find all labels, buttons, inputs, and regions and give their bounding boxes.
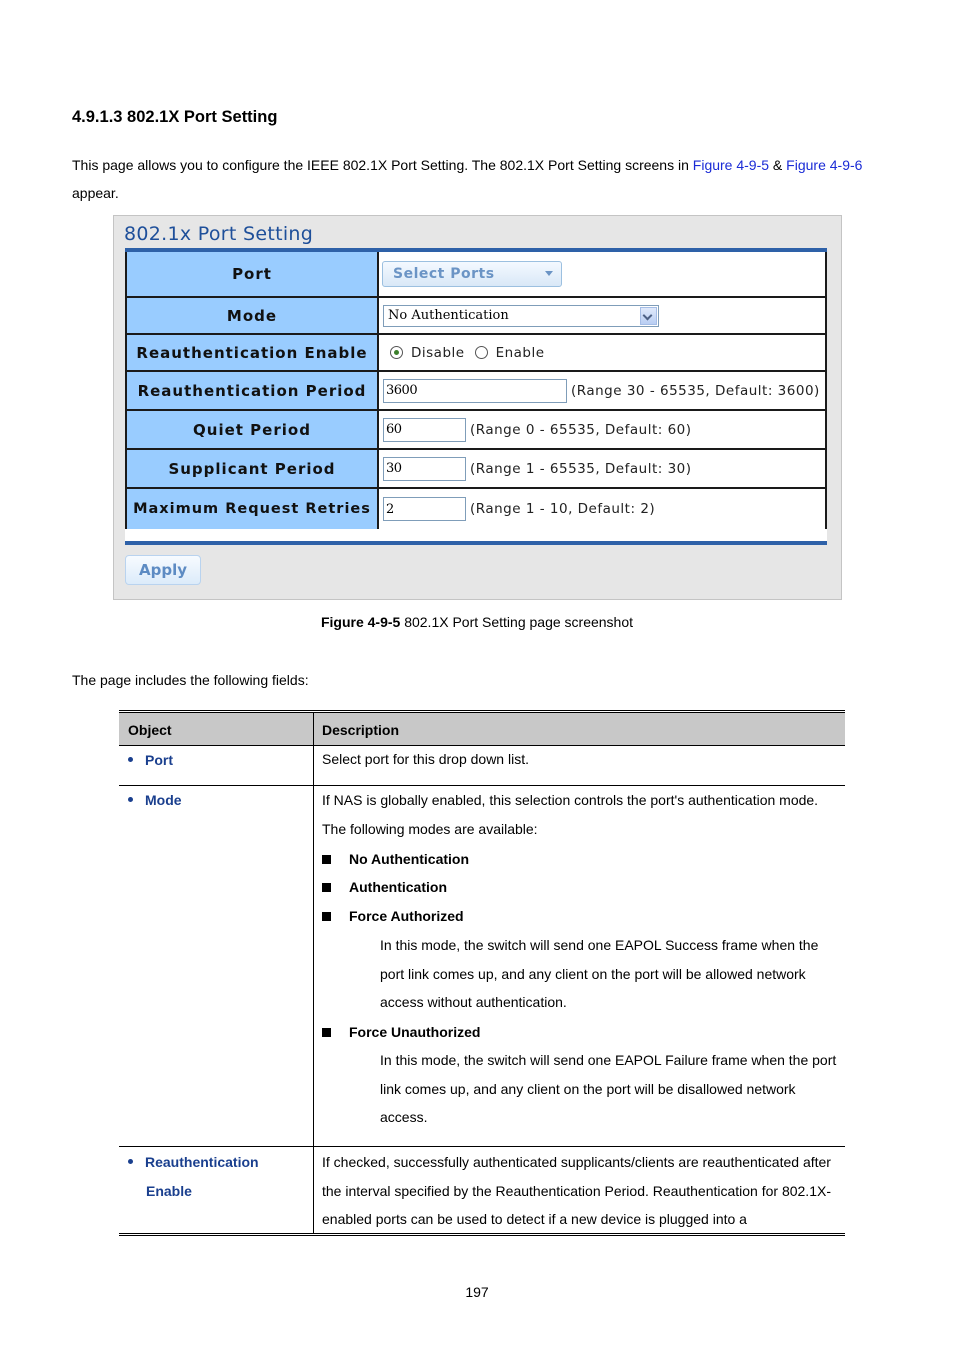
mode-item-label: Force Unauthorized	[349, 1024, 481, 1040]
header-object: Object	[128, 722, 172, 738]
supplicant-period-label: Supplicant Period	[125, 450, 379, 487]
reauth-period-value-cell	[378, 372, 827, 409]
fields-intro: The page includes the following fields:	[72, 672, 309, 688]
description-mode-line2: The following modes are available:	[322, 821, 538, 837]
row-reauth-enable	[125, 335, 827, 372]
caption-text: 802.1X Port Setting page screenshot	[400, 614, 634, 630]
reauth-disable-radio[interactable]	[390, 346, 403, 359]
reauth-disable-option[interactable]	[390, 345, 465, 361]
object-reauth-line2: Enable	[146, 1183, 192, 1199]
description-reauth-enable: If checked, successfully authenticated supplicants/clients are reauthenticated after the interval specified by the Reauthentication Period. Reauthentication for 802.1X-enabled ports can be used to detect if a new device is plugged into a	[322, 1154, 831, 1227]
quiet-period-input[interactable]: 60	[383, 418, 466, 442]
mode-item-label: Authentication	[349, 879, 447, 895]
reauth-period-input[interactable]: 3600	[383, 379, 567, 403]
description-port: Select port for this drop down list.	[322, 751, 529, 767]
figure-4-9-6-link[interactable]: Figure 4-9-6	[786, 157, 863, 173]
reauth-enable-radio[interactable]	[475, 346, 488, 359]
intro-text-end: appear.	[72, 185, 119, 201]
quiet-period-hint: (Range 0 - 65535, Default: 60)	[470, 421, 692, 438]
description-mode-line1: If NAS is globally enabled, this selection controls the port's authentication mode.	[322, 792, 819, 808]
object-mode	[128, 789, 182, 811]
quiet-period-value-cell	[378, 411, 827, 448]
force-unauthorized-description: In this mode, the switch will send one EAPOL Failure frame when the port link comes up, and any client on the port will be disallowed network access.	[380, 1052, 837, 1125]
mode-selected-value: No Authentication	[388, 308, 509, 323]
max-retries-hint: (Range 1 - 10, Default: 2)	[470, 501, 656, 517]
object-port	[128, 749, 173, 771]
fields-table	[119, 710, 845, 1236]
intro-paragraph	[72, 151, 892, 207]
port-setting-screenshot	[113, 215, 842, 600]
square-bullet-icon	[322, 855, 331, 864]
row-port	[125, 252, 827, 298]
object-reauth-line1: Reauthentication	[145, 1154, 259, 1170]
panel-title: 802.1x Port Setting	[124, 223, 314, 245]
reauth-period-label: Reauthentication Period	[125, 372, 379, 409]
max-retries-value-cell	[378, 489, 827, 529]
section-heading: 4.9.1.3 802.1X Port Setting	[72, 108, 278, 126]
mode-item-label: No Authentication	[349, 851, 470, 867]
figure-caption	[0, 614, 954, 630]
max-retries-input[interactable]: 2	[383, 497, 466, 521]
caption-label: Figure 4-9-5	[320, 614, 401, 630]
select-ports-button[interactable]	[382, 261, 562, 287]
square-bullet-icon	[322, 912, 331, 921]
bullet-icon	[128, 797, 133, 802]
quiet-period-label: Quiet Period	[125, 411, 379, 448]
header-description: Description	[322, 722, 400, 738]
figure-4-9-5-link[interactable]: Figure 4-9-5	[692, 157, 770, 173]
row-reauth-period	[125, 372, 827, 411]
row-quiet-period	[125, 411, 827, 450]
reauth-enable-label-text: Enable	[495, 344, 545, 361]
port-value-cell	[378, 252, 827, 296]
mode-item-label: Force Authorized	[349, 908, 464, 924]
table-header	[119, 713, 845, 746]
bullet-icon	[128, 757, 133, 762]
row-supplicant-period	[125, 450, 827, 489]
reauth-enable-option[interactable]	[475, 345, 545, 361]
select-ports-label: Select Ports	[393, 266, 495, 282]
mode-label: Mode	[125, 298, 379, 333]
mode-select[interactable]	[383, 305, 659, 327]
chevron-down-icon	[545, 271, 553, 276]
port-label: Port	[125, 252, 379, 296]
mode-item-force-authorized	[349, 908, 464, 924]
bullet-icon	[128, 1159, 133, 1164]
object-mode-label: Mode	[145, 792, 182, 808]
reauth-enable-label: Reauthentication Enable	[125, 335, 379, 370]
page-number: 197	[465, 1284, 489, 1300]
row-mode	[125, 298, 827, 335]
chevron-down-icon	[640, 307, 657, 325]
intro-amp: &	[769, 157, 787, 173]
object-port-label: Port	[145, 752, 173, 768]
object-reauth-enable	[128, 1151, 259, 1202]
port-setting-form	[125, 248, 827, 545]
reauth-enable-value-cell	[378, 335, 827, 370]
force-authorized-description: In this mode, the switch will send one EAPOL Success frame when the port link comes up, and any client on the port will be allowed network access without authentication.	[380, 937, 819, 1010]
square-bullet-icon	[322, 1028, 331, 1037]
reauth-period-hint: (Range 30 - 65535, Default: 3600)	[571, 382, 820, 399]
row-max-retries	[125, 489, 827, 529]
supplicant-period-input[interactable]: 30	[383, 457, 466, 481]
apply-button[interactable]: Apply	[125, 555, 201, 585]
mode-item-authentication	[349, 879, 447, 895]
mode-value-cell	[378, 298, 827, 333]
reauth-disable-label: Disable	[411, 344, 465, 361]
supplicant-period-hint: (Range 1 - 65535, Default: 30)	[470, 460, 692, 477]
mode-item-force-unauthorized	[349, 1024, 480, 1040]
mode-item-no-authentication	[349, 851, 469, 867]
row-divider	[119, 1146, 845, 1147]
max-retries-label: Maximum Request Retries	[125, 489, 379, 529]
square-bullet-icon	[322, 883, 331, 892]
supplicant-period-value-cell	[378, 450, 827, 487]
column-divider	[313, 713, 314, 1233]
intro-text: This page allows you to configure the IEEE 802.1X Port Setting. The 802.1X Port Setting screens in	[72, 157, 693, 173]
